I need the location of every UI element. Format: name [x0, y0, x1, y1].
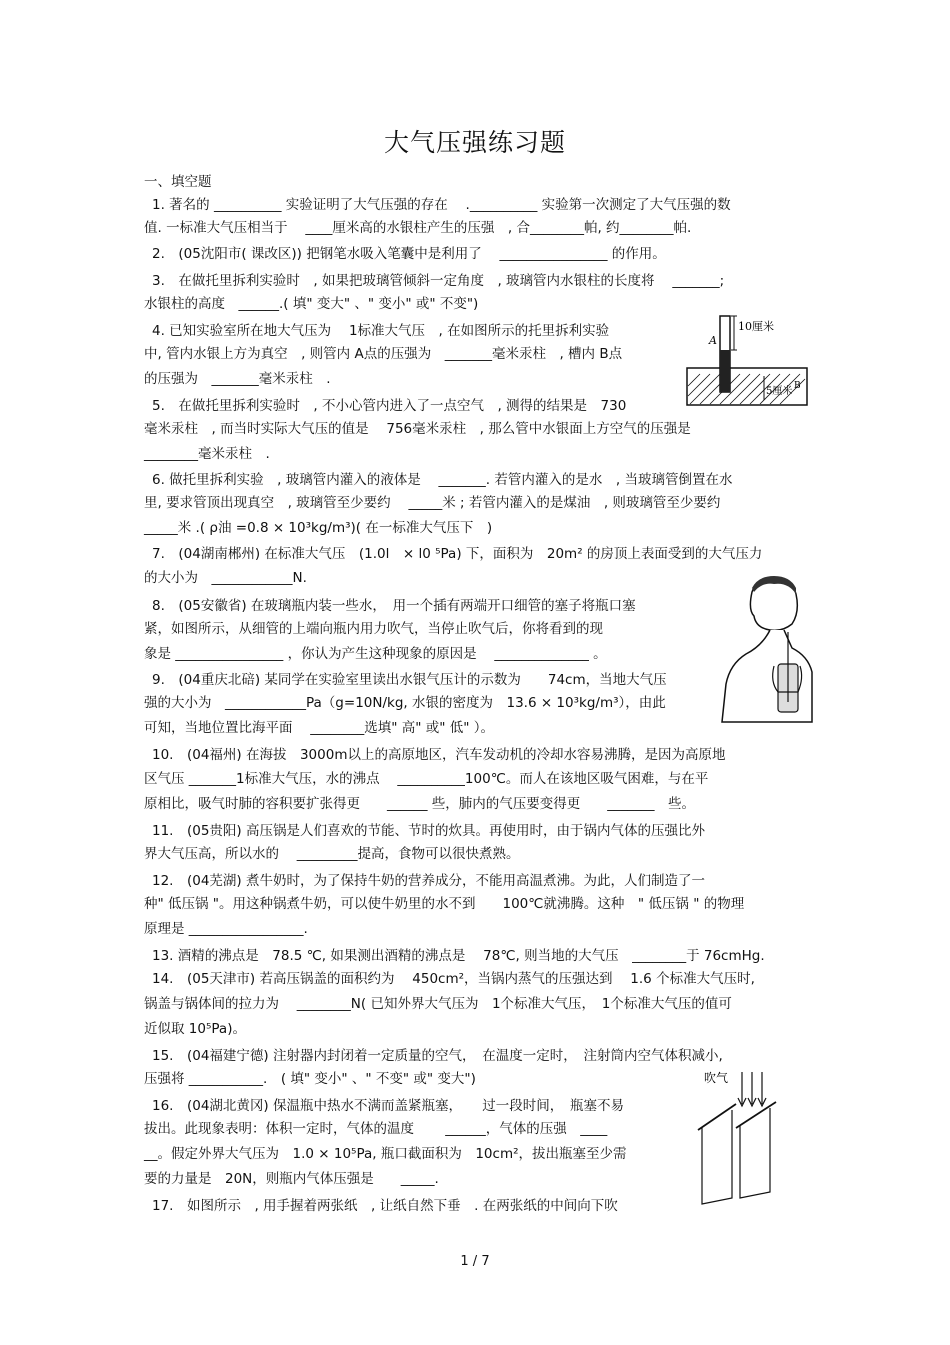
page-title: 大气压强练习题 — [383, 128, 566, 157]
text-line: 的压强为 _______毫米汞柱 . — [144, 371, 331, 387]
text-line: 可知，当地位置比海平面 ________选填" 高" 或" 低" ）。 — [144, 720, 495, 736]
text-line: 象是 ________________ ，你认为产生这种现象的原因是 ______________ 。 — [144, 646, 607, 662]
text-line: 5. 在做托里拆利实验时 , 不小心管内进入了一点空气 , 测得的结果是 730 — [152, 398, 627, 414]
text-line: 1. 著名的 __________ 实验证明了大气压强的存在 .__________ 实验第一次测定了大气压强的数 — [152, 197, 731, 213]
text-line: _____米 .( ρ油 =0.8 × 10³kg/m³)( 在一标准大气压下 ) — [144, 520, 493, 536]
text-line: 的大小为 ____________N. — [144, 570, 307, 586]
text-line: 毫米汞柱 , 而当时实际大气压的值是 756毫米汞柱 , 那么管中水银面上方空气的压强是 — [144, 421, 691, 437]
text-line: 17. 如图所示 , 用手握着两张纸 , 让纸自然下垂 . 在两张纸的中间向下吹 — [152, 1198, 618, 1214]
text-line: ________毫米汞柱 . — [144, 446, 270, 462]
text-line: 原相比，吸气时肺的容积要扩张得更 ______ 些，肺内的气压要变得更 _______ 些。 — [144, 796, 696, 812]
text-line: 12. (04芜湖) 煮牛奶时，为了保持牛奶的营养成分，不能用高温煮沸。为此，人们制造了一 — [152, 873, 705, 889]
label-point-b: B — [794, 381, 801, 391]
text-line: 15. (04福建宁德) 注射器内封闭着一定质量的空气， 在温度一定时， 注射筒内空气体积减小, — [152, 1048, 723, 1064]
text-line: 水银柱的高度 ______.( 填" 变大" 、" 变小" 或" 不变") — [144, 296, 479, 312]
text-line: 强的大小为 ____________Pa（g=10N/kg, 水银的密度为 13.6 × 10³kg/m³），由此 — [144, 695, 666, 711]
text-line: 近似取 10⁵Pa)。 — [144, 1021, 246, 1037]
page-number: 1 / 7 — [460, 1254, 490, 1269]
text-line: 紧，如图所示，从细管的上端向瓶内用力吹气，当停止吹气后，你将看到的现 — [144, 621, 603, 637]
text-line: 区气压 _______1标准大气压，水的沸点 __________100℃。而人在该地区吸气困难，与在平 — [144, 771, 709, 787]
text-line: 9. (04重庆北碚) 某同学在实验室里读出水银气压计的示数为 74cm，当地大气压 — [152, 672, 667, 688]
text-line: 值. 一标准大气压相当于 ____厘米高的水银柱产生的压强 , 合________帕, 约________帕. — [144, 220, 692, 236]
text-line: 界大气压高，所以水的 _________提高，食物可以很快煮熟。 — [144, 846, 520, 862]
text-line: 10. (04福州) 在海拔 3000m以上的高原地区，汽车发动机的冷却水容易沸腾，是因为高原地 — [152, 747, 726, 763]
text-line: 原理是 _________________. — [144, 921, 308, 937]
text-line: 锅盖与锅体间的拉力为 ________N( 已知外界大气压为 1个标准大气压， 1个标准大气压的值可 — [144, 996, 732, 1012]
text-line: 要的力量是 20N，则瓶内气体压强是 _____. — [144, 1171, 439, 1187]
text-line: 6. 做托里拆利实验 , 玻璃管内灌入的液体是 _______. 若管内灌入的是水 , 当玻璃管倒置在水 — [152, 472, 733, 488]
torricelli-figure — [684, 308, 814, 408]
text-line: 中, 管内水银上方为真空 , 则管内 A点的压强为 _______毫米汞柱 , 槽内 B点 — [144, 346, 623, 362]
text-line: 13. 酒精的沸点是 78.5 ℃, 如果测出酒精的沸点是 78℃, 则当地的大气压 ________于 76cmHg. — [152, 948, 765, 964]
text-line: 16. (04湖北黄冈) 保温瓶中热水不满而盖紧瓶塞， 过一段时间， 瓶塞不易 — [152, 1098, 624, 1114]
text-line: 2. (05沈阳市( 课改区)) 把钢笔水吸入笔囊中是利用了 ________________ 的作用。 — [152, 246, 666, 262]
text-line: __。假定外界大气压为 1.0 × 10⁵Pa, 瓶口截面积为 10cm²，拔出瓶塞至少需 — [144, 1146, 627, 1162]
text-line: 压强将 ___________. ( 填" 变小" 、" 不变" 或" 变大") — [144, 1071, 476, 1087]
boy-blowing-figure — [712, 572, 822, 732]
label-blow: 吹气 — [704, 1071, 729, 1085]
text-line: 14. (05天津市) 若高压锅盖的面积约为 450cm²，当锅内蒸气的压强达到 1.6 个标准大气压时, — [152, 971, 755, 987]
label-depth: 5厘米 — [766, 386, 793, 397]
section-heading: 一、填空题 — [144, 174, 212, 190]
text-line: 8. (05安徽省) 在玻璃瓶内装一些水， 用一个插有两端开口细管的塞子将瓶口塞 — [152, 598, 636, 614]
text-line: 里, 要求管顶出现真空 , 玻璃管至少要约 _____米 ; 若管内灌入的是煤油 , 则玻璃管至少要约 — [144, 495, 721, 511]
two-papers-figure — [676, 1060, 794, 1210]
text-line: 7. (04湖南郴州) 在标准大气压 (1.0l × l0 ⁵Pa) 下，面积为 20m² 的房顶上表面受到的大气压力 — [152, 546, 763, 562]
text-line: 4. 已知实验室所在地大气压为 1标准大气压 , 在如图所示的托里拆利实验 — [152, 323, 610, 339]
text-line: 拔出。此现象表明：体积一定时，气体的温度 ______，气体的压强 ____ — [144, 1121, 608, 1137]
text-line: 3. 在做托里拆利实验时 , 如果把玻璃管倾斜一定角度 , 玻璃管内水银柱的长度将 _______; — [152, 273, 725, 289]
text-line: 种" 低压锅 "。用这种锅煮牛奶，可以使牛奶里的水不到 100℃就沸腾。这种 " 低压锅 " 的物理 — [144, 896, 745, 912]
label-point-a: A — [709, 334, 717, 347]
label-tube-height: 10厘米 — [738, 320, 774, 333]
text-line: 11. (05贵阳) 高压锅是人们喜欢的节能、节时的炊具。再使用时，由于锅内气体的压强比外 — [152, 823, 705, 839]
